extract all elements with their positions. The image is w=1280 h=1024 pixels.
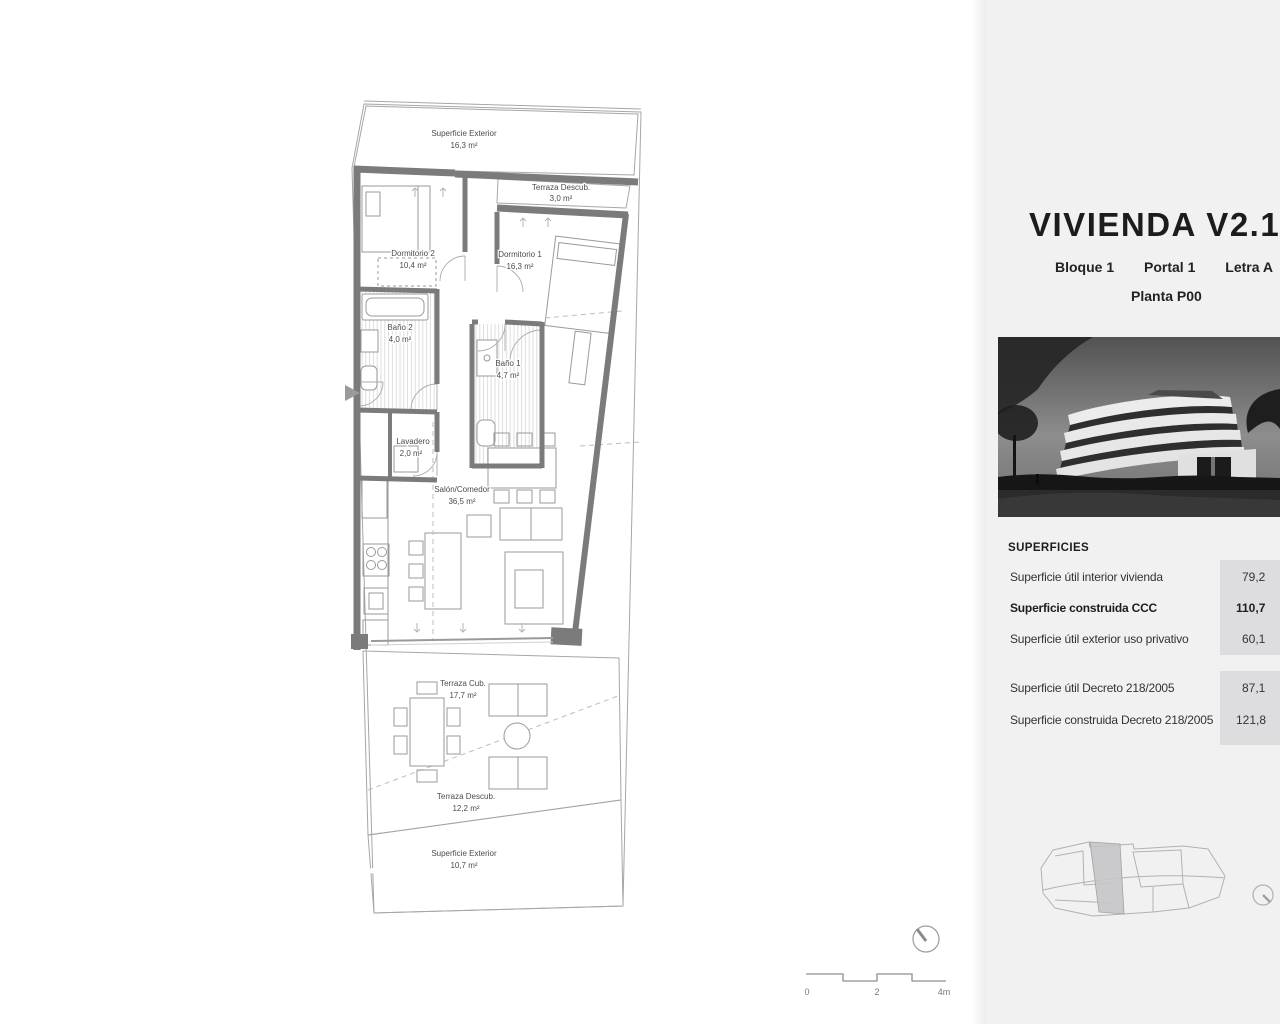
building-render-image xyxy=(998,337,1280,517)
room-area: 36,5 m² xyxy=(448,497,476,506)
room-area: 10,7 m² xyxy=(450,861,478,870)
north-compass-icon xyxy=(913,926,939,952)
table-row-value: 79,2 xyxy=(1242,570,1266,584)
room-area: 17,7 m² xyxy=(449,691,477,700)
bloque-label: Bloque 1 xyxy=(1055,259,1115,275)
room-label: Terraza Descub. xyxy=(531,183,591,192)
scale-label-4m: 4m xyxy=(937,987,951,997)
room-area: 4,0 m² xyxy=(388,335,412,344)
room-area: 12,2 m² xyxy=(452,804,480,813)
room-area: 2,0 m² xyxy=(399,449,423,458)
table-row-value: 121,8 xyxy=(1236,713,1267,727)
room-area: 4,7 m² xyxy=(496,371,520,380)
table-row-label: Superficie útil interior vivienda xyxy=(1010,570,1163,584)
person-silhouette xyxy=(1036,474,1039,485)
table-row-label: Superficie construida CCC xyxy=(1010,601,1158,615)
scale-label-2: 2 xyxy=(874,987,880,997)
room-label: Dormitorio 2 xyxy=(391,249,435,258)
site-compass-icon xyxy=(1251,881,1279,909)
scale-label-0: 0 xyxy=(804,987,810,997)
unit-subtitle xyxy=(1055,259,1273,275)
room-label: Terraza Cub. xyxy=(440,679,486,688)
table-row-value: 87,1 xyxy=(1242,681,1266,695)
table-row-label: Superficie útil exterior uso privativo xyxy=(1010,632,1189,646)
unit-title: VIVIENDA V2.1 xyxy=(1029,206,1280,243)
scale-bar xyxy=(804,974,950,997)
room-label: Superficie Exterior xyxy=(431,849,497,858)
room-label: Baño 1 xyxy=(495,359,521,368)
terrace-main xyxy=(363,651,621,835)
room-label: Terraza Descub. xyxy=(436,792,496,801)
exterior-hatch-top xyxy=(354,106,638,175)
furniture xyxy=(361,186,621,789)
room-area: 10,4 m² xyxy=(399,261,427,270)
room-area: 16,3 m² xyxy=(450,141,478,150)
planta-label: Planta P00 xyxy=(1131,288,1202,304)
table-row-value: 60,1 xyxy=(1242,632,1266,646)
table-row-label: Superficie construida Decreto 218/2005 xyxy=(1010,713,1214,727)
site-plan-keymap xyxy=(1033,824,1233,924)
info-panel xyxy=(985,0,1280,1024)
site-plan-unit-highlight xyxy=(1090,842,1124,914)
room-area: 3,0 m² xyxy=(549,194,573,203)
table-row-label: Superficie útil Decreto 218/2005 xyxy=(1010,681,1175,695)
room-label: Lavadero xyxy=(396,437,430,446)
superficies-heading: SUPERFICIES xyxy=(1008,542,1090,554)
room-area: 16,3 m² xyxy=(506,262,534,271)
room-label: Baño 2 xyxy=(387,323,413,332)
portal-label: Portal 1 xyxy=(1144,259,1196,275)
letra-label: Letra A xyxy=(1225,259,1273,275)
room-label: Dormitorio 1 xyxy=(498,250,542,259)
panel-divider-shadow xyxy=(971,0,985,1024)
room-label: Salón/Comedor xyxy=(434,485,490,494)
room-label: Superficie Exterior xyxy=(431,129,497,138)
table-row-value: 110,7 xyxy=(1236,601,1266,615)
